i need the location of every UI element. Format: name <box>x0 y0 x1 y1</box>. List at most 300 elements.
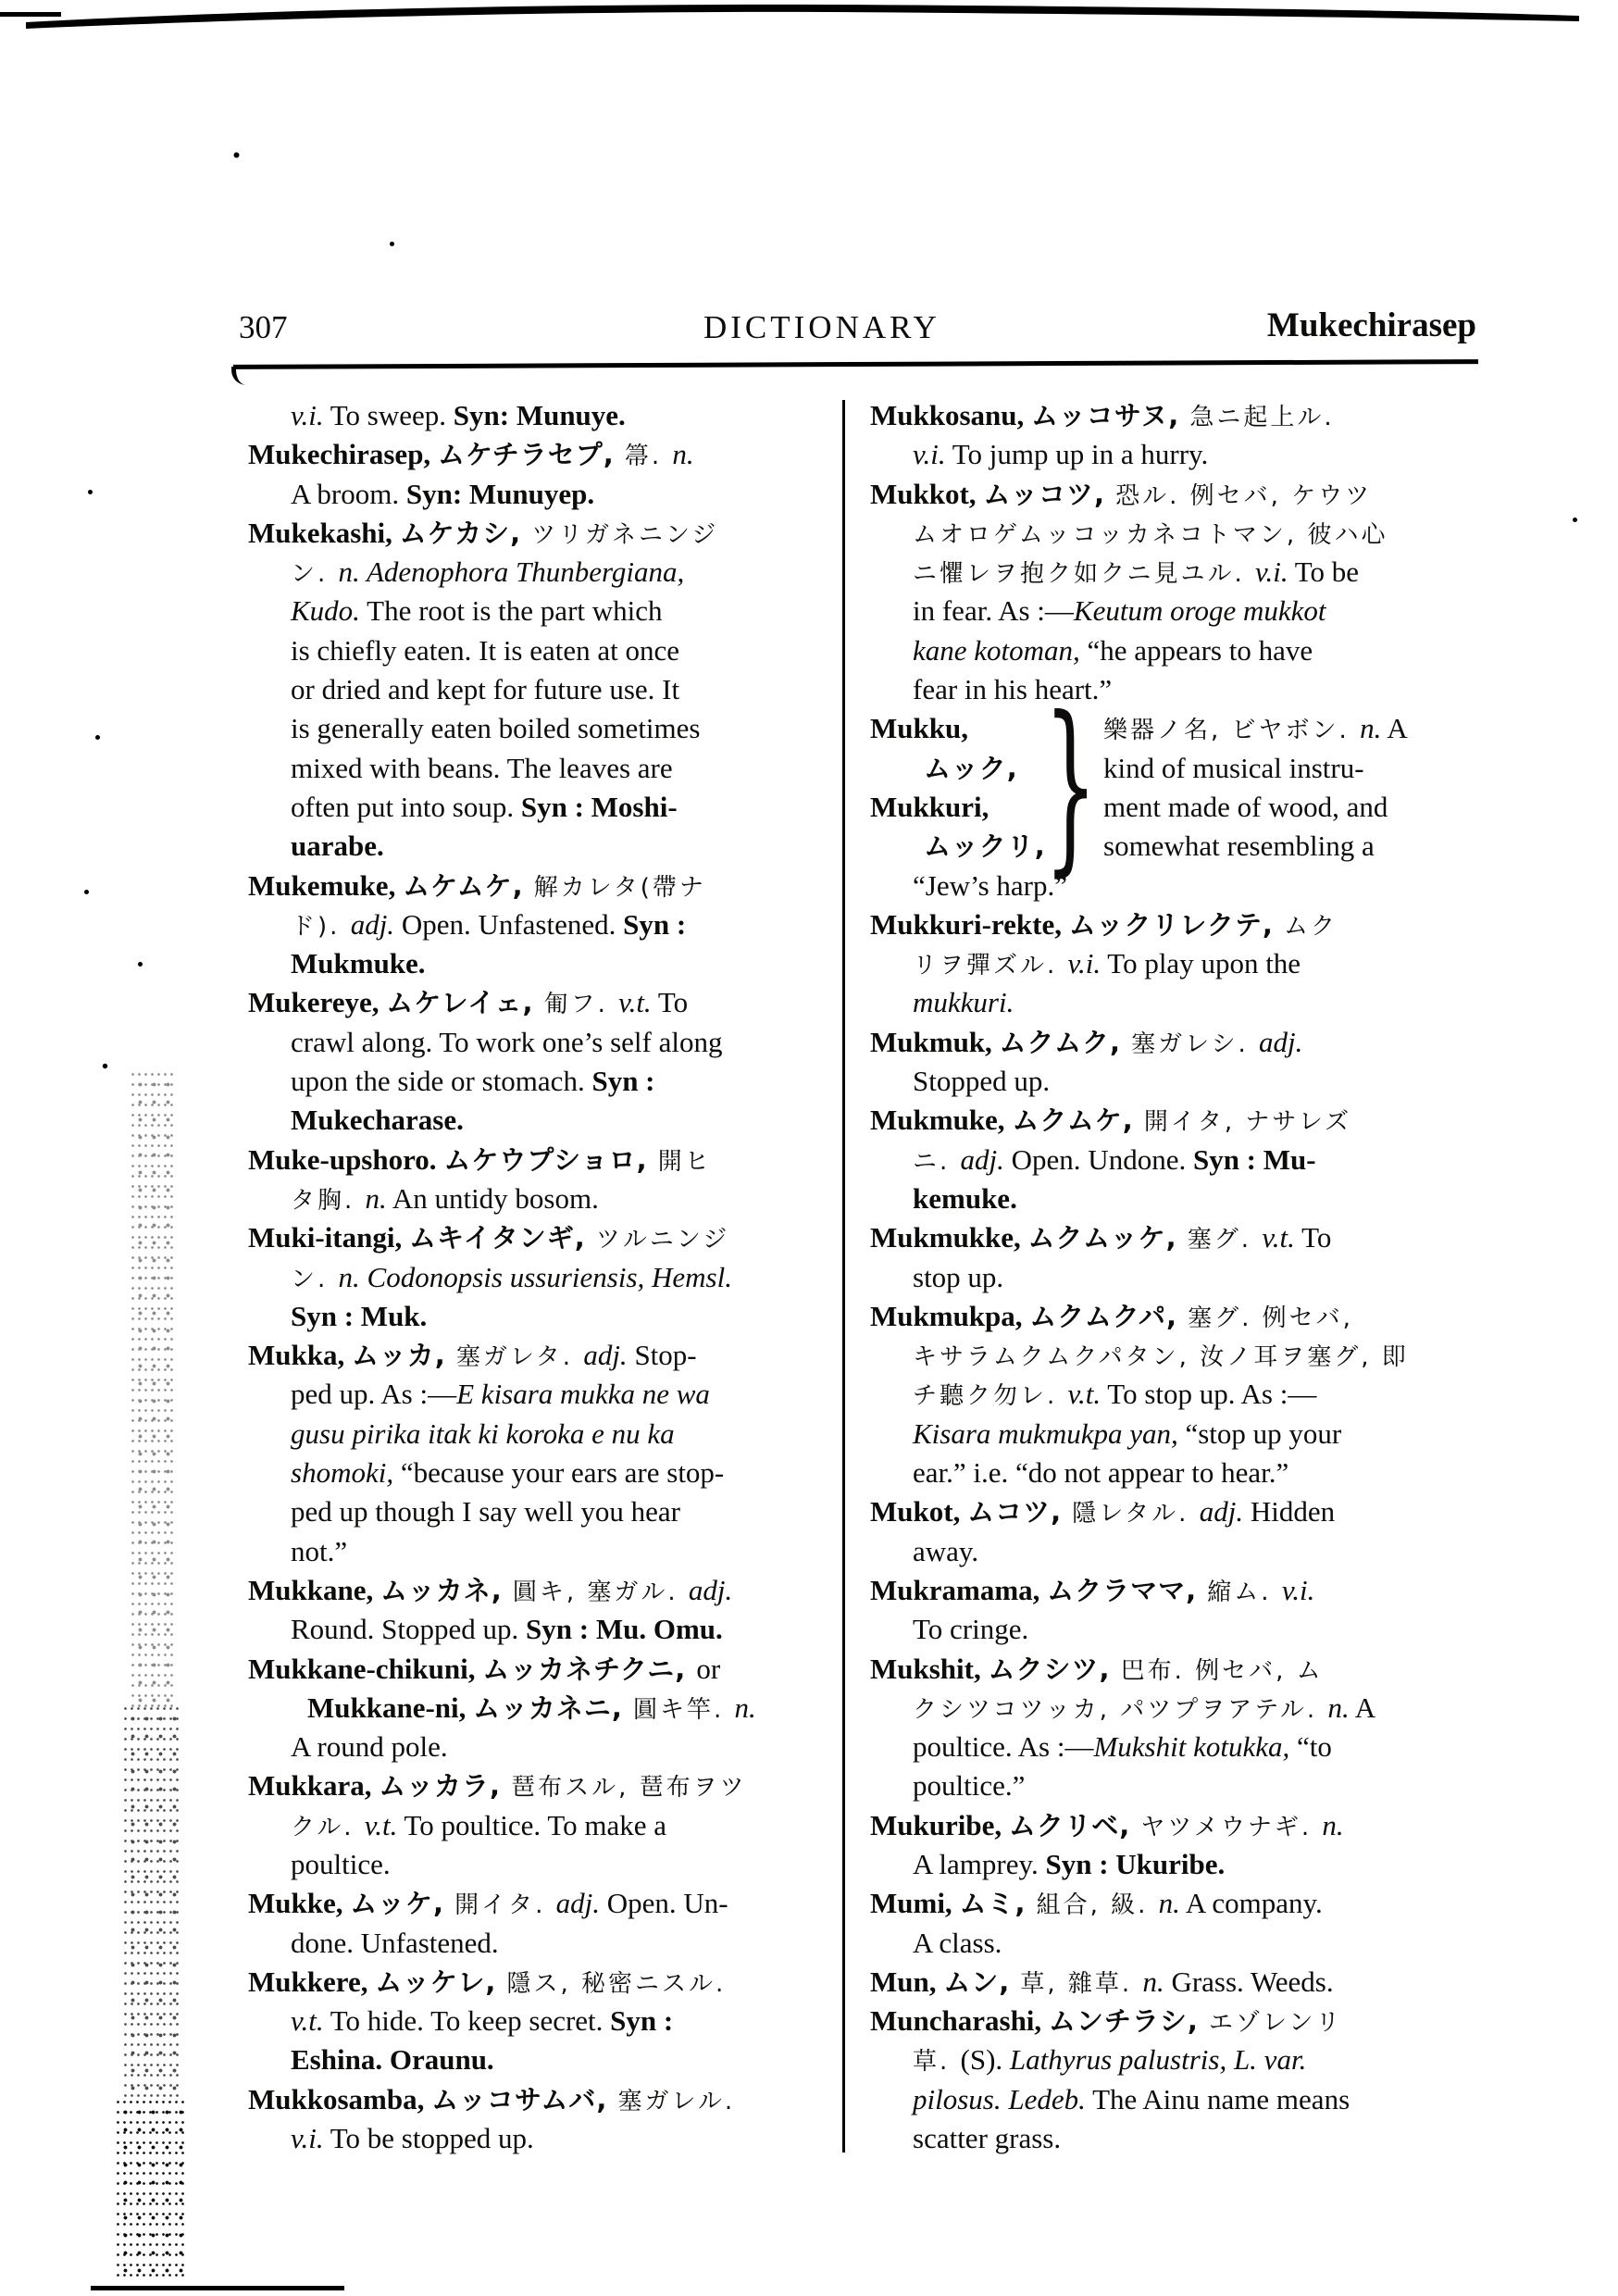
text-segment: 琶布スル, 琶布ヲツ <box>511 1774 747 1803</box>
scan-top-edge-artifact <box>0 0 1618 41</box>
text-segment: Muke-upshoro. <box>248 1142 444 1176</box>
text-line <box>870 1336 1503 1375</box>
text-line <box>248 2119 844 2158</box>
text-segment: Mukka, <box>248 1339 352 1372</box>
text-segment: Open. Unfastened. <box>394 907 624 941</box>
text-line <box>870 1415 1503 1454</box>
text-segment: v.i. <box>1067 947 1101 980</box>
text-segment: ムクムク, <box>999 1026 1132 1058</box>
text-line <box>870 631 1503 670</box>
text-segment: 急ニ起上ル. <box>1189 404 1335 431</box>
text-segment: ムキイタンギ, <box>408 1222 596 1254</box>
text-segment: n. <box>1322 1808 1344 1841</box>
text-segment: Mumi, <box>870 1887 960 1920</box>
text-segment: ムッコサムバ, <box>431 2083 618 2115</box>
text-segment: 塞ガレシ. <box>1131 1029 1259 1058</box>
text-segment: A round pole. <box>291 1730 448 1764</box>
text-segment: クル. <box>291 1813 365 1841</box>
text-segment: ド). <box>291 912 351 941</box>
text-segment: A lamprey. <box>913 1847 1046 1880</box>
text-line <box>248 1141 844 1179</box>
text-line <box>248 1218 844 1257</box>
text-line <box>248 1806 844 1845</box>
text-line <box>248 670 844 709</box>
text-segment: To jump up in a hurry. <box>945 438 1209 471</box>
text-segment: crawl along. To work one’s self along <box>291 1025 723 1058</box>
guide-word: Mukechirasep <box>1266 306 1476 344</box>
text-line <box>870 1924 1503 1963</box>
text-segment: To cringe. <box>913 1613 1029 1646</box>
text-segment: v.t. <box>364 1808 398 1841</box>
text-segment: To hide. To keep secret. <box>323 2004 611 2038</box>
text-segment: adj. <box>1258 1025 1303 1058</box>
text-segment: “he appears to have <box>1079 633 1313 667</box>
text-segment: ムオロゲムッコッカネコトマン, 彼ハ心 <box>913 520 1388 549</box>
text-segment: scatter grass. <box>913 2122 1062 2155</box>
text-segment: poultice.” <box>913 1769 1026 1803</box>
text-segment: Mukkosamba, <box>248 2082 432 2115</box>
text-segment: Syn : <box>591 1065 655 1098</box>
entry-label <box>870 709 1063 748</box>
text-segment: in fear. As :— <box>913 594 1074 628</box>
right-column <box>870 396 1503 2158</box>
text-segment: v.t. <box>1067 1378 1101 1411</box>
brace-entry-row <box>870 788 1503 827</box>
text-segment: Mukkosanu, <box>870 399 1032 431</box>
text-segment: To <box>1294 1221 1332 1254</box>
brace-entry-row <box>870 749 1503 788</box>
text-segment: ムッカラ, <box>379 1770 512 1803</box>
scan-specks <box>0 0 3 3</box>
text-segment: 塞ガレタ. <box>455 1343 584 1372</box>
text-segment: To poultice. To make a <box>397 1808 666 1841</box>
text-line <box>870 1766 1503 1805</box>
text-line <box>870 944 1503 983</box>
text-line <box>248 1101 844 1140</box>
text-segment: ムッカネ, <box>380 1574 513 1606</box>
text-segment: ムンチラシ, <box>1048 2005 1210 2038</box>
text-segment: “to <box>1289 1730 1332 1764</box>
text-segment: Mukmuk, <box>870 1025 1000 1058</box>
text-segment: Grass. Weeds. <box>1164 1965 1334 1998</box>
text-segment: Keutum oroge mukkot <box>1073 594 1326 628</box>
text-segment: 草. <box>913 2048 961 2077</box>
text-line <box>248 983 844 1022</box>
text-segment: 解カレタ(帶ナ <box>533 873 706 902</box>
text-line <box>248 631 844 670</box>
text-segment: not.” <box>291 1534 348 1567</box>
text-segment: ニ懼レヲ抱ク如クニ見ユル. <box>913 560 1256 589</box>
text-segment: mixed with beans. The leaves are <box>291 751 673 784</box>
text-line <box>248 475 844 514</box>
text-segment: ムクムッケ, <box>1027 1222 1188 1254</box>
text-segment: stop up. <box>913 1260 1004 1293</box>
text-segment: Syn : <box>623 907 687 941</box>
text-segment: ムケカシ, <box>399 517 532 549</box>
text-line <box>248 1297 844 1336</box>
text-segment: 樂器ノ名, ビヤボン. <box>1103 717 1361 745</box>
text-segment: ムケウプショロ, <box>443 1143 658 1176</box>
text-segment: Mukmuke. <box>291 947 426 980</box>
text-segment: Syn : Moshi- <box>520 790 678 823</box>
text-segment: Mukemuke, <box>248 868 404 902</box>
text-line <box>870 1454 1503 1492</box>
text-segment: mukkuri. <box>913 986 1014 1019</box>
text-line <box>870 1218 1503 1257</box>
text-segment: Mukkere, <box>248 1965 376 1998</box>
text-line <box>870 1884 1503 1923</box>
text-line <box>248 1375 844 1414</box>
text-segment: Mukshit kotukka, <box>1093 1730 1290 1764</box>
text-segment: Mukmukke, <box>870 1221 1028 1254</box>
text-segment: クシツコツッカ, パツプヲアテル. <box>913 1695 1328 1724</box>
text-line <box>248 1454 844 1492</box>
text-line <box>870 553 1503 592</box>
text-segment: Mukkot, <box>870 477 984 510</box>
text-line <box>870 1258 1503 1297</box>
text-segment: Round. Stopped up. <box>291 1613 527 1646</box>
text-line <box>870 1728 1503 1766</box>
text-segment: 恐ル. 例セバ, ケウツ <box>1115 481 1373 510</box>
text-segment: 塞グ. 例セバ, <box>1188 1304 1353 1332</box>
entry-group-brace: } <box>1044 678 1098 893</box>
text-line <box>870 1689 1503 1728</box>
text-segment: or dried and kept for future use. It <box>291 673 680 706</box>
text-segment: upon the side or stomach. <box>291 1065 592 1098</box>
text-segment: 草, 雜草. <box>1020 1969 1143 1998</box>
text-segment: adj. <box>688 1573 733 1606</box>
text-line <box>870 867 1503 905</box>
text-line <box>248 1689 844 1728</box>
page-number: 307 <box>239 309 288 345</box>
text-segment: Mukmukpa, <box>870 1299 1030 1332</box>
text-segment: is generally eaten boiled sometimes <box>291 712 701 745</box>
text-line <box>248 2080 844 2119</box>
text-segment: v.i. <box>291 399 324 431</box>
text-segment: ムク <box>1283 912 1338 941</box>
text-segment: poultice. As :— <box>913 1730 1094 1764</box>
text-segment: To sweep. <box>323 399 454 431</box>
text-segment: 縮ム. <box>1207 1578 1282 1606</box>
text-segment: adj. <box>583 1339 628 1372</box>
text-segment: Mukkuri-rekte, <box>870 907 1069 941</box>
text-segment: ムケチラセプ, <box>437 439 625 471</box>
text-segment: 開ヒ <box>657 1147 712 1176</box>
text-line <box>870 1806 1503 1845</box>
text-segment: kemuke. <box>913 1181 1017 1215</box>
text-segment: ムケムケ, <box>403 869 534 902</box>
text-segment: Mukechirasep, <box>248 438 438 471</box>
text-segment: Syn: Munuye. <box>453 399 626 431</box>
text-line <box>248 1023 844 1062</box>
text-line <box>248 1610 844 1649</box>
text-segment: Mukshit, <box>870 1652 989 1685</box>
text-segment: kind of musical instru- <box>1103 751 1364 784</box>
text-segment: Syn : <box>610 2004 674 2038</box>
text-segment: Muncharashi, <box>870 2004 1049 2038</box>
text-segment: n. Adenophora Thunbergiana, <box>338 555 685 589</box>
header-rule <box>233 359 1478 369</box>
text-line <box>248 2002 844 2040</box>
text-segment: チ聽ク勿レ. <box>913 1382 1068 1411</box>
text-segment: The Ainu name means <box>1085 2082 1350 2115</box>
text-segment: ン. <box>291 560 339 589</box>
scan-noise-left-margin <box>115 2097 185 2282</box>
text-segment: A <box>1349 1691 1376 1724</box>
text-segment: Mukmuke, <box>870 1104 1013 1137</box>
text-segment: n. <box>1327 1691 1350 1724</box>
text-segment: Mukku, <box>870 712 968 745</box>
text-line <box>870 396 1503 435</box>
text-segment: 開イタ, ナサレズ <box>1143 1108 1352 1137</box>
brace-entry-row <box>870 827 1503 866</box>
text-segment: Mukkane, <box>248 1573 380 1606</box>
text-line <box>248 1062 844 1101</box>
text-segment: ment made of wood, and <box>1103 790 1388 823</box>
text-segment: ムケレイェ, <box>386 987 544 1019</box>
text-segment: ムッケ, <box>350 1888 455 1920</box>
text-line <box>870 1101 1503 1140</box>
text-segment: uarabe. <box>291 830 384 863</box>
text-line <box>248 1728 844 1766</box>
text-line <box>870 1845 1503 1884</box>
text-line <box>248 905 844 944</box>
text-segment: A <box>1381 712 1408 745</box>
text-segment: Syn : Muk. <box>291 1299 428 1332</box>
text-line <box>870 1141 1503 1179</box>
text-segment: n. <box>1158 1887 1180 1920</box>
text-segment: n. Codonopsis ussuriensis, Hemsl. <box>338 1260 732 1293</box>
text-segment: 圓キ, 塞ガル. <box>512 1578 689 1606</box>
text-line <box>248 2040 844 2079</box>
text-segment: ムッコサヌ, <box>1031 400 1190 431</box>
text-segment: “stop up your <box>1177 1416 1342 1450</box>
brace-entry-row <box>870 709 1503 748</box>
text-line <box>248 709 844 748</box>
text-segment: 圓キ竿. <box>633 1695 735 1724</box>
text-line <box>248 1650 844 1689</box>
text-segment: A class. <box>913 1926 1002 1959</box>
text-segment: ped up though I say well you hear <box>291 1495 680 1529</box>
text-line <box>870 1963 1503 2002</box>
entry-definition <box>1063 712 1408 744</box>
text-segment: キサラムクムクパタン, 汝ノ耳ヲ塞グ, 即 <box>913 1343 1409 1372</box>
left-column <box>248 396 844 2158</box>
text-segment: v.i. <box>1255 555 1288 589</box>
entry-label <box>870 827 1063 866</box>
text-segment: n. <box>1360 712 1382 745</box>
text-segment: ムックリ, <box>924 830 1046 863</box>
text-segment: ツルニンジ <box>595 1226 730 1254</box>
text-segment: To be <box>1288 555 1360 589</box>
text-line <box>870 1179 1503 1218</box>
text-line <box>248 1845 844 1884</box>
text-segment: Mukot, <box>870 1495 968 1529</box>
text-segment: ムン, <box>943 1965 1021 1998</box>
text-line <box>870 1062 1503 1101</box>
entry-label <box>870 788 1063 827</box>
text-segment: ムミ, <box>959 1888 1037 1920</box>
text-line <box>870 1532 1503 1571</box>
text-line <box>870 1297 1503 1336</box>
text-line <box>248 514 844 553</box>
text-segment: ムッカネチクニ, <box>482 1653 697 1685</box>
text-segment: often put into soup. <box>291 790 521 823</box>
text-line <box>870 1375 1503 1414</box>
text-segment: v.t. <box>618 986 652 1019</box>
text-segment: ムコツ, <box>967 1496 1073 1529</box>
text-segment: ムクムケ, <box>1012 1104 1144 1137</box>
text-segment: n. <box>365 1181 387 1215</box>
text-line <box>248 867 844 905</box>
text-segment: Mukuribe, <box>870 1808 1009 1841</box>
text-segment: adj. <box>1199 1495 1244 1529</box>
text-segment: ツリガネニンジ <box>531 520 719 549</box>
text-segment: Mukecharase. <box>291 1104 464 1137</box>
text-line <box>248 1766 844 1805</box>
entry-definition <box>1063 830 1375 862</box>
text-segment: リヲ彈ズル. <box>913 952 1068 980</box>
text-segment: ムックリレクテ, <box>1068 908 1284 941</box>
text-segment: ヤツメウナギ. <box>1140 1813 1323 1841</box>
text-line <box>248 749 844 788</box>
text-line <box>870 2002 1503 2040</box>
text-segment: n. <box>734 1691 756 1724</box>
text-segment: Kudo. <box>291 594 360 628</box>
text-segment: Mukkara, <box>248 1769 380 1803</box>
text-segment: Syn : Mu. Omu. <box>526 1613 723 1646</box>
text-line <box>870 1023 1503 1062</box>
text-segment: ムクムクパ, <box>1029 1300 1189 1332</box>
text-segment: done. Unfastened. <box>291 1926 499 1959</box>
text-line <box>248 1258 844 1297</box>
text-segment: Mukke, <box>248 1887 351 1920</box>
text-segment: An untidy bosom. <box>386 1181 599 1215</box>
text-line <box>248 1884 844 1923</box>
text-line <box>870 2040 1503 2079</box>
text-segment: pilosus. Ledeb. <box>913 2082 1086 2115</box>
text-segment: エゾレンリ <box>1209 2009 1343 2038</box>
text-segment: “because your ears are stop- <box>393 1456 725 1490</box>
text-segment: v.i. <box>913 438 946 471</box>
text-segment: fear in his heart.” <box>913 673 1113 706</box>
text-segment: Lathyrus palustris, L. var. <box>1009 2043 1307 2077</box>
text-segment: 塞グ. <box>1187 1226 1263 1254</box>
text-line <box>870 1571 1503 1610</box>
text-segment: somewhat resembling a <box>1103 830 1375 863</box>
text-segment: 塞ガレル. <box>617 2087 736 2115</box>
text-segment: Syn : Mu- <box>1192 1142 1316 1176</box>
text-segment: Eshina. Oraunu. <box>291 2043 494 2077</box>
text-segment: E kisara mukka ne wa <box>456 1378 710 1411</box>
text-segment: ムッカ, <box>351 1340 456 1372</box>
text-line <box>870 983 1503 1022</box>
page-title: DICTIONARY <box>703 309 940 345</box>
text-segment: 匍フ. <box>543 991 619 1019</box>
text-segment: Syn : Ukuribe. <box>1045 1847 1226 1880</box>
text-line <box>248 1532 844 1571</box>
text-segment: ped up. As :— <box>291 1378 457 1411</box>
text-segment: Stop- <box>627 1339 697 1372</box>
text-segment: or <box>696 1652 721 1685</box>
text-line <box>248 944 844 983</box>
text-line <box>248 827 844 866</box>
text-segment: n. <box>1142 1965 1164 1998</box>
text-segment: Stopped up. <box>913 1065 1051 1098</box>
text-line <box>870 435 1503 474</box>
text-segment: adj. <box>350 907 395 941</box>
text-segment: (S). <box>960 2043 1010 2077</box>
text-line <box>870 905 1503 944</box>
text-segment: 隱ス, 秘密ニスル. <box>506 1969 727 1998</box>
text-segment: To <box>651 986 689 1019</box>
text-segment: poultice. <box>291 1847 391 1880</box>
text-segment: Kisara mukmukpa yan, <box>913 1416 1178 1450</box>
text-line <box>248 553 844 592</box>
text-line <box>870 2080 1503 2119</box>
text-segment: Syn: Munuyep. <box>405 477 595 510</box>
text-line <box>870 1650 1503 1689</box>
text-line <box>870 475 1503 514</box>
text-line <box>248 1415 844 1454</box>
text-segment: ムクリベ, <box>1008 1809 1141 1841</box>
text-segment: The root is the part which <box>359 594 663 628</box>
text-line <box>248 396 844 435</box>
text-segment: adj. <box>960 1142 1004 1176</box>
text-segment: To stop up. As :— <box>1101 1378 1317 1411</box>
scan-bottom-edge-artifact <box>91 2286 344 2290</box>
text-segment: 開イタ. <box>454 1891 556 1920</box>
text-line <box>248 1179 844 1218</box>
text-segment: v.i. <box>291 2122 324 2155</box>
text-segment: ン. <box>291 1265 339 1293</box>
text-segment: Mukkuri, <box>870 790 989 823</box>
text-line <box>248 1571 844 1610</box>
text-line <box>870 514 1503 553</box>
text-segment: Open. Un- <box>599 1887 728 1920</box>
text-segment: To play upon the <box>1101 947 1301 980</box>
text-line <box>248 1924 844 1963</box>
text-segment: Mun, <box>870 1965 944 1998</box>
text-segment: 巴布. 例セバ, ム <box>1120 1656 1324 1685</box>
text-segment: “Jew’s harp.” <box>913 868 1067 902</box>
text-segment: ムクラママ, <box>1047 1574 1208 1606</box>
scan-noise-left-margin <box>130 1069 174 1708</box>
text-segment: 隱レタル. <box>1072 1500 1200 1529</box>
entry-label <box>870 749 1063 788</box>
text-segment: ムッケレ, <box>375 1965 507 1998</box>
text-line <box>870 592 1503 630</box>
text-segment: ムクシツ, <box>988 1653 1121 1685</box>
text-line <box>248 788 844 827</box>
text-segment: away. <box>913 1534 979 1567</box>
text-segment: v.i. <box>1281 1573 1315 1606</box>
text-segment: A broom. <box>291 477 406 510</box>
text-segment: 組合, 級. <box>1036 1891 1159 1920</box>
text-line <box>870 1610 1503 1649</box>
text-segment: v.t. <box>291 2004 324 2038</box>
text-line <box>870 2119 1503 2158</box>
text-segment: ear.” i.e. “do not appear to hear.” <box>913 1456 1289 1490</box>
text-segment: タ胸. <box>291 1186 366 1215</box>
text-segment: gusu pirika itak ki koroka e nu ka <box>291 1416 675 1450</box>
text-segment: ムッコツ, <box>983 478 1116 510</box>
text-line <box>870 1492 1503 1531</box>
text-segment: n. <box>672 438 694 471</box>
text-segment: To be stopped up. <box>323 2122 534 2155</box>
text-segment: Hidden <box>1243 1495 1336 1529</box>
text-segment: Muki-itangi, <box>248 1221 409 1254</box>
